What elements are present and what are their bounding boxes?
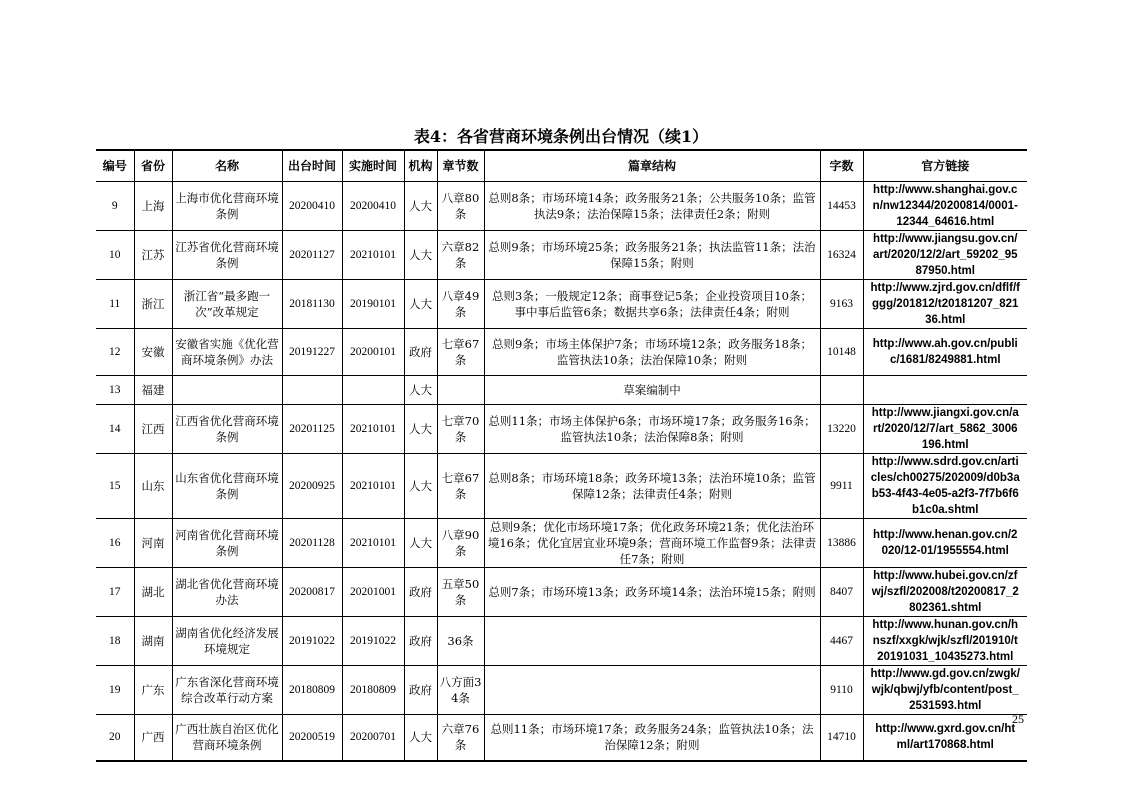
row-province: 广西 <box>134 714 172 761</box>
row-effective: 20200101 <box>342 328 404 375</box>
row-structure: 总则9条；市场环境25条；政务服务21条；执法监管11条；法治保障15条；附则 <box>484 230 820 279</box>
row-org: 人大 <box>404 714 437 761</box>
row-id: 16 <box>96 518 134 567</box>
row-effective: 20180809 <box>342 665 404 714</box>
row-structure: 总则11条；市场主体保护6条；市场环境17条；政务服务16条；监管执法10条；法治保障8条；附则 <box>484 404 820 453</box>
row-words <box>820 375 863 404</box>
row-link[interactable] <box>863 453 1027 518</box>
row-name: 上海市优化营商环境条例 <box>172 181 282 230</box>
row-name: 湖北省优化营商环境办法 <box>172 567 282 616</box>
row-name: 广西壮族自治区优化营商环境条例 <box>172 714 282 761</box>
row-issued: 20201128 <box>282 518 342 567</box>
row-province: 河南 <box>134 518 172 567</box>
row-issued: 20180809 <box>282 665 342 714</box>
row-id: 19 <box>96 665 134 714</box>
row-name <box>172 375 282 404</box>
header-structure: 篇章结构 <box>484 150 820 181</box>
row-org: 人大 <box>404 181 437 230</box>
row-id: 17 <box>96 567 134 616</box>
row-id: 20 <box>96 714 134 761</box>
row-province: 山东 <box>134 453 172 518</box>
row-org: 政府 <box>404 328 437 375</box>
table-row <box>96 404 1027 453</box>
row-effective: 20200701 <box>342 714 404 761</box>
table-row <box>96 328 1027 375</box>
row-name: 江苏省优化营商环境条例 <box>172 230 282 279</box>
row-org: 人大 <box>404 230 437 279</box>
row-org: 人大 <box>404 404 437 453</box>
row-link[interactable] <box>863 567 1027 616</box>
row-issued: 20201125 <box>282 404 342 453</box>
row-words: 16324 <box>820 230 863 279</box>
row-org: 人大 <box>404 375 437 404</box>
provinces-table <box>96 149 1027 762</box>
row-id: 11 <box>96 279 134 328</box>
row-name: 江西省优化营商环境条例 <box>172 404 282 453</box>
row-effective: 20201001 <box>342 567 404 616</box>
row-chapters: 五章50条 <box>437 567 484 616</box>
row-id: 14 <box>96 404 134 453</box>
row-words: 13220 <box>820 404 863 453</box>
row-name: 河南省优化营商环境条例 <box>172 518 282 567</box>
row-words: 14453 <box>820 181 863 230</box>
row-org: 政府 <box>404 665 437 714</box>
row-effective: 20210101 <box>342 518 404 567</box>
row-structure: 总则8条；市场环境18条；政务环境13条；法治环境10条；监管保障12条；法律责任4条；附则 <box>484 453 820 518</box>
row-org: 政府 <box>404 567 437 616</box>
row-issued: 20200817 <box>282 567 342 616</box>
row-link[interactable] <box>863 714 1027 761</box>
row-issued: 20201127 <box>282 230 342 279</box>
row-province: 安徽 <box>134 328 172 375</box>
row-effective: 20210101 <box>342 453 404 518</box>
row-org: 人大 <box>404 279 437 328</box>
row-structure: 总则9条；市场主体保护7条；市场环境12条；政务服务18条；监管执法10条；法治保障10条；附则 <box>484 328 820 375</box>
header-chapters: 章节数 <box>437 150 484 181</box>
row-chapters: 八章80条 <box>437 181 484 230</box>
header-name: 名称 <box>172 150 282 181</box>
row-structure: 总则9条；优化市场环境17条；优化政务环境21条；优化法治环境16条；优化宜居宜业环境9条；营商环境工作监督9条；法律责任7条；附则 <box>484 518 820 567</box>
row-effective <box>342 375 404 404</box>
row-chapters: 六章76条 <box>437 714 484 761</box>
header-province: 省份 <box>134 150 172 181</box>
official-link[interactable]: http://www.jiangxi.gov.cn/art/2020/12/7/art_5862_3006196.html <box>871 406 1019 451</box>
row-words: 14710 <box>820 714 863 761</box>
table-row <box>96 518 1027 567</box>
row-structure: 草案编制中 <box>484 375 820 404</box>
row-chapters: 八方面34条 <box>437 665 484 714</box>
header-effective: 实施时间 <box>342 150 404 181</box>
row-words: 10148 <box>820 328 863 375</box>
header-words: 字数 <box>820 150 863 181</box>
row-id: 13 <box>96 375 134 404</box>
row-link[interactable] <box>863 181 1027 230</box>
table-row <box>96 714 1027 761</box>
row-name: 湖南省优化经济发展环境规定 <box>172 616 282 665</box>
official-link[interactable]: http://www.jiangsu.gov.cn/art/2020/12/2/art_59202_9587950.html <box>872 232 1018 277</box>
row-name: 浙江省“最多跑一次”改革规定 <box>172 279 282 328</box>
row-org: 人大 <box>404 453 437 518</box>
table-header-row <box>96 150 1027 181</box>
table-row <box>96 453 1027 518</box>
header-org: 机构 <box>404 150 437 181</box>
row-province: 湖北 <box>134 567 172 616</box>
row-id: 10 <box>96 230 134 279</box>
official-link[interactable]: http://www.henan.gov.cn/2020/12-01/1955554.html <box>873 528 1018 557</box>
row-org: 人大 <box>404 518 437 567</box>
table-row <box>96 375 1027 404</box>
row-chapters: 六章82条 <box>437 230 484 279</box>
table-row <box>96 567 1027 616</box>
row-effective: 20210101 <box>342 230 404 279</box>
row-issued: 20200925 <box>282 453 342 518</box>
row-id: 15 <box>96 453 134 518</box>
row-words: 13886 <box>820 518 863 567</box>
table-row <box>96 279 1027 328</box>
official-link[interactable]: http://www.shanghai.gov.cn/nw12344/20200814/0001-12344_64616.html <box>872 183 1018 228</box>
row-effective: 20200410 <box>342 181 404 230</box>
row-link[interactable] <box>863 375 1027 404</box>
row-issued: 20191022 <box>282 616 342 665</box>
row-id: 12 <box>96 328 134 375</box>
row-structure <box>484 616 820 665</box>
row-issued: 20181130 <box>282 279 342 328</box>
row-effective: 20190101 <box>342 279 404 328</box>
row-chapters: 八章49条 <box>437 279 484 328</box>
table-row <box>96 665 1027 714</box>
row-structure <box>484 665 820 714</box>
table-row <box>96 230 1027 279</box>
official-link[interactable]: http://www.hubei.gov.cn/zfwj/szfl/202008/t20200817_2802361.shtml <box>871 569 1019 614</box>
row-chapters: 36条 <box>437 616 484 665</box>
official-link[interactable]: http://www.zjrd.gov.cn/dflf/fggg/201812/t20181207_82136.html <box>870 281 1020 326</box>
row-name: 山东省优化营商环境条例 <box>172 453 282 518</box>
row-chapters: 八章90条 <box>437 518 484 567</box>
row-structure: 总则8条；市场环境14条；政务服务21条；公共服务10条；监管执法9条；法治保障15条；法律责任2条；附则 <box>484 181 820 230</box>
official-link[interactable]: http://www.sdrd.gov.cn/articles/ch00275/202009/d0b3ab53-4f43-4e05-a2f3-7f7b6f6b1c0a.shtml <box>870 455 1020 516</box>
row-issued: 20200410 <box>282 181 342 230</box>
row-effective: 20191022 <box>342 616 404 665</box>
row-structure: 总则3条；一般规定12条；商事登记5条；企业投资项目10条；事中事后监管6条；数据共享6条；法律责任4条；附则 <box>484 279 820 328</box>
row-words: 9163 <box>820 279 863 328</box>
row-issued: 20191227 <box>282 328 342 375</box>
official-link[interactable]: http://www.gxrd.gov.cn/html/art170868.html <box>875 723 1016 752</box>
row-link[interactable] <box>863 328 1027 375</box>
table-row <box>96 616 1027 665</box>
row-issued <box>282 375 342 404</box>
header-id: 编号 <box>96 150 134 181</box>
row-words: 9911 <box>820 453 863 518</box>
row-link[interactable] <box>863 518 1027 567</box>
row-province: 福建 <box>134 375 172 404</box>
official-link[interactable]: http://www.ah.gov.cn/public/1681/8249881.html <box>872 337 1018 366</box>
row-chapters: 七章67条 <box>437 453 484 518</box>
row-link[interactable] <box>863 279 1027 328</box>
row-words: 8407 <box>820 567 863 616</box>
page-number: 25 <box>1012 712 1024 726</box>
row-org: 政府 <box>404 616 437 665</box>
row-link[interactable] <box>863 404 1027 453</box>
row-province: 湖南 <box>134 616 172 665</box>
row-province: 江西 <box>134 404 172 453</box>
row-province: 上海 <box>134 181 172 230</box>
row-effective: 20210101 <box>342 404 404 453</box>
table-title: 表4：各省营商环境条例出台情况（续1） <box>413 127 709 146</box>
row-name: 广东省深化营商环境综合改革行动方案 <box>172 665 282 714</box>
row-name: 安徽省实施《优化营商环境条例》办法 <box>172 328 282 375</box>
row-words: 4467 <box>820 616 863 665</box>
row-chapters: 七章70条 <box>437 404 484 453</box>
row-link[interactable] <box>863 665 1027 714</box>
row-province: 江苏 <box>134 230 172 279</box>
row-issued: 20200519 <box>282 714 342 761</box>
row-chapters <box>437 375 484 404</box>
row-province: 广东 <box>134 665 172 714</box>
row-link[interactable] <box>863 230 1027 279</box>
row-words: 9110 <box>820 665 863 714</box>
row-structure: 总则11条；市场环境17条；政务服务24条；监管执法10条；法治保障12条；附则 <box>484 714 820 761</box>
row-link[interactable] <box>863 616 1027 665</box>
header-link: 官方链接 <box>863 150 1027 181</box>
row-id: 9 <box>96 181 134 230</box>
table-row <box>96 181 1027 230</box>
official-link[interactable]: http://www.gd.gov.cn/zwgk/wjk/qbwj/yfb/content/post_2531593.html <box>870 667 1020 712</box>
row-id: 18 <box>96 616 134 665</box>
official-link[interactable]: http://www.hunan.gov.cn/hnszf/xxgk/wjk/szfl/201910/t20191031_10435273.html <box>872 618 1019 663</box>
header-issued: 出台时间 <box>282 150 342 181</box>
row-province: 浙江 <box>134 279 172 328</box>
row-structure: 总则7条；市场环境13条；政务环境14条；法治环境15条；附则 <box>484 567 820 616</box>
row-chapters: 七章67条 <box>437 328 484 375</box>
